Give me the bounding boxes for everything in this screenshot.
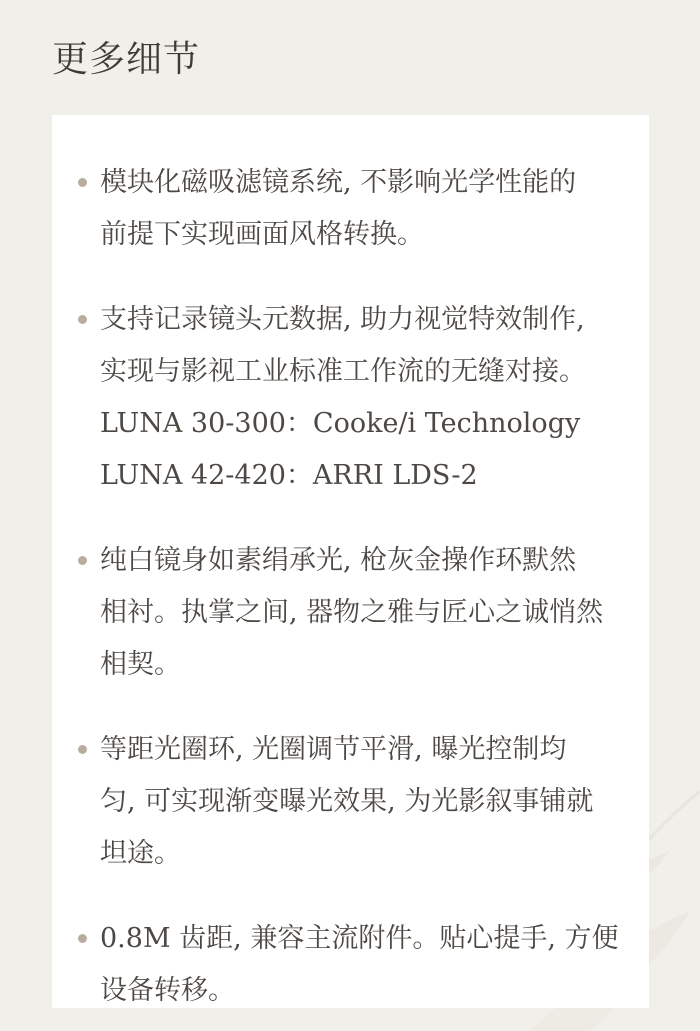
detail-text-line: 实现与影视工业标准工作流的无缝对接。 bbox=[100, 356, 586, 387]
detail-text-line: 相契。 bbox=[100, 649, 181, 680]
detail-text-line: 支持记录镜头元数据, 助力视觉特效制作, bbox=[100, 304, 585, 335]
list-item bbox=[76, 913, 619, 1017]
list-item bbox=[76, 157, 619, 261]
bullet-dot-icon bbox=[78, 178, 87, 187]
list-item bbox=[76, 724, 619, 880]
detail-text-line: 匀, 可实现渐变曝光效果, 为光影叙事铺就 bbox=[100, 786, 594, 817]
detail-text-line: LUNA 30-300：Cooke/i Technology bbox=[100, 408, 581, 439]
detail-text-line: 0.8M 齿距, 兼容主流附件。贴心提手, 方便 bbox=[100, 923, 619, 954]
detail-text-line: 设备转移。 bbox=[100, 975, 235, 1006]
bullet-dot-icon bbox=[78, 556, 87, 565]
detail-text-line: 等距光圈环, 光圈调节平滑, 曝光控制均 bbox=[100, 734, 567, 765]
list-item bbox=[76, 294, 619, 502]
page-title: 更多细节 bbox=[52, 39, 201, 80]
bullet-dot-icon bbox=[78, 315, 87, 324]
bullet-dot-icon bbox=[78, 934, 87, 943]
detail-text-line: 坦途。 bbox=[100, 838, 181, 869]
detail-text-line: 前提下实现画面风格转换。 bbox=[100, 219, 424, 250]
list-item bbox=[76, 535, 619, 691]
detail-text-line: 模块化磁吸滤镜系统, 不影响光学性能的 bbox=[100, 167, 577, 198]
details-card bbox=[52, 115, 649, 1008]
detail-text-line: LUNA 42-420：ARRI LDS-2 bbox=[100, 460, 478, 491]
detail-text-line: 相衬。执掌之间, 器物之雅与匠心之诚悄然 bbox=[100, 597, 604, 628]
detail-text-line: 纯白镜身如素绢承光, 枪灰金操作环默然 bbox=[100, 545, 577, 576]
details-list bbox=[76, 157, 619, 1017]
bullet-dot-icon bbox=[78, 745, 87, 754]
